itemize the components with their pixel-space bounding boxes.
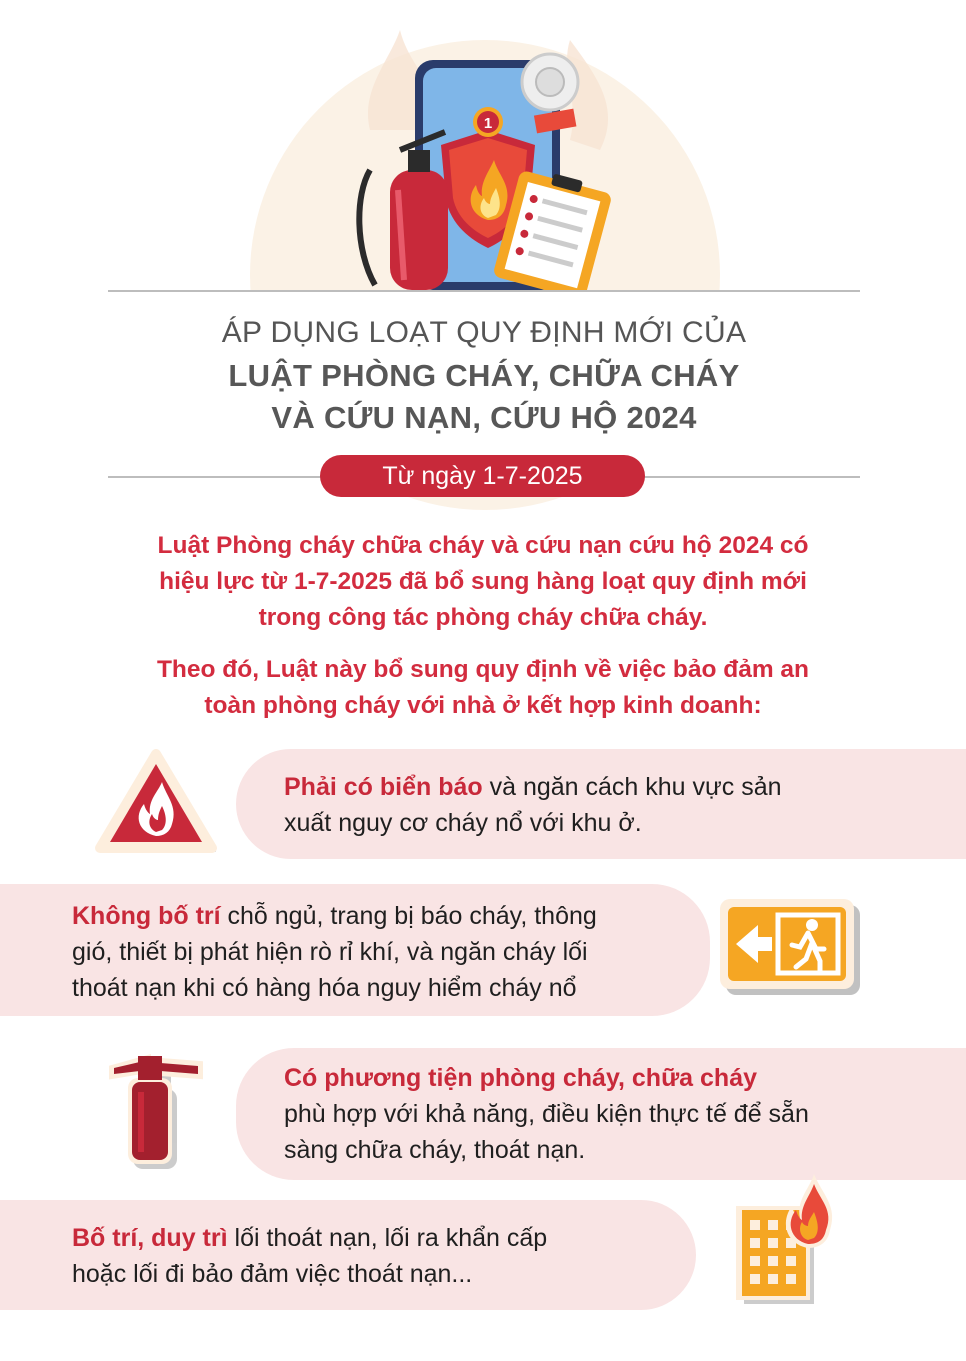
intro-p2-line1: Theo đó, Luật này bổ sung quy định về việc bảo đảm an [156,656,810,683]
item-3-text-line3: sàng chữa cháy, thoát nạn. [284,1136,586,1164]
fire-extinguisher-icon [104,1048,214,1173]
item-2-band [0,884,710,1016]
title-line-1: ÁP DỤNG LOẠT QUY ĐỊNH MỚI CỦA [221,316,747,349]
intro-paragraph-2 [60,652,906,724]
item-3-band [236,1048,966,1180]
item-2-highlight: Không bố trí [72,902,221,930]
item-4-text-line2: hoặc lối đi bảo đảm việc thoát nạn... [72,1260,473,1288]
fire-warning-icon [92,748,222,860]
fire-safety-illustration-icon [330,20,650,300]
item-4-text [72,1220,672,1292]
item-3-text [284,1060,954,1168]
item-2-text [72,898,702,1006]
intro-p1-line1: Luật Phòng cháy chữa cháy và cứu nạn cứu hộ 2024 có [157,532,809,559]
intro-p1-line2: hiệu lực từ 1-7-2025 đã bổ sung hàng loạt quy định mới [159,568,807,595]
item-1-band [236,749,966,859]
item-3-highlight: Có phương tiện phòng cháy, chữa cháy [284,1064,757,1092]
intro-p2-line2: toàn phòng cháy với nhà ở kết hợp kinh doanh: [204,692,762,719]
burning-building-icon [730,1170,845,1310]
emergency-exit-icon [716,895,866,1000]
title-line-3: VÀ CỨU NẠN, CỨU HỘ 2024 [271,400,697,435]
item-2-text-line1: chỗ ngủ, trang bị báo cháy, thông [220,902,597,930]
item-4-highlight: Bố trí, duy trì [72,1224,228,1252]
item-1-text [284,769,934,841]
hero-badge-number: 1 [483,115,493,132]
item-4-text-line1: lối thoát nạn, lối ra khẩn cấp [227,1224,548,1252]
item-4-band [0,1200,696,1310]
title-line-2: LUẬT PHÒNG CHÁY, CHỮA CHÁY [228,358,740,393]
item-3-text-line2: phù hợp với khả năng, điều kiện thực tế để sẵn [284,1100,809,1128]
item-1-highlight: Phải có biển báo [284,773,483,801]
item-1-text-line2: xuất nguy cơ cháy nổ với khu ở. [284,809,642,837]
item-2-text-line2: gió, thiết bị phát hiện rò rỉ khí, và ngăn cháy lối [72,938,588,966]
header-top-divider [108,290,860,292]
intro-p1-line3: trong công tác phòng cháy chữa cháy. [258,604,708,631]
intro-paragraph-1 [60,528,906,636]
item-2-text-line3: thoát nạn khi có hàng hóa nguy hiểm cháy nổ [72,974,577,1002]
date-badge: Từ ngày 1-7-2025 [320,455,645,497]
item-1-text-line1: và ngăn cách khu vực sản [482,773,782,801]
